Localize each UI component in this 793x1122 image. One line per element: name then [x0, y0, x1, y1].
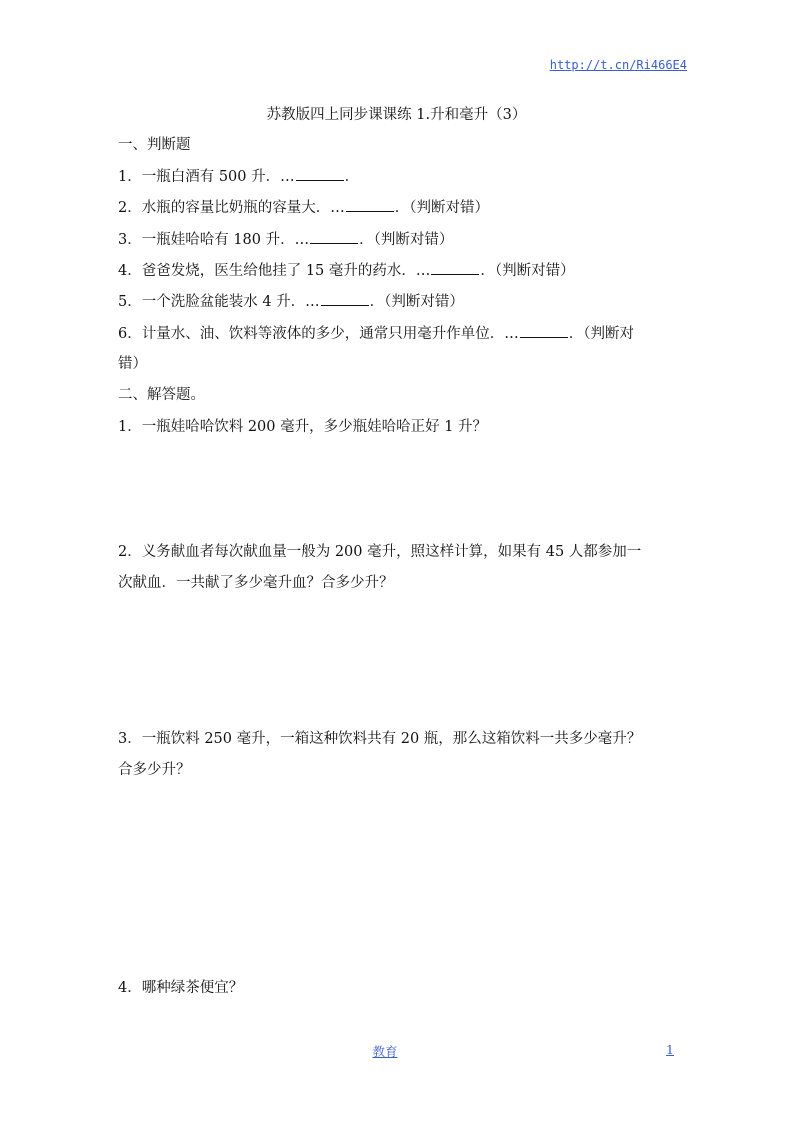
judge-item-text: 4．爸爸发烧，医生给他挂了 15 毫升的药水．…: [118, 263, 431, 279]
answer-blank[interactable]: [296, 166, 344, 181]
question-4: 4．哪种绿茶便宜？: [118, 980, 244, 996]
page-number[interactable]: 1: [666, 1042, 674, 1057]
question-2-line-1: 2．义务献血者每次献血量一般为 200 毫升，照这样计算，如果有 45 人都参加一: [118, 544, 642, 560]
judge-item-suffix: ．（判断对错）: [394, 200, 489, 216]
answer-blank[interactable]: [321, 291, 369, 306]
footer-link[interactable]: 教育: [372, 1044, 398, 1059]
answer-blank[interactable]: [310, 229, 358, 244]
judge-item-suffix: ．（判断对错）: [369, 294, 464, 310]
answer-blank[interactable]: [431, 260, 479, 275]
judge-item-6: [118, 322, 634, 343]
judge-item-text: 2．水瓶的容量比奶瓶的容量大．…: [118, 200, 345, 216]
question-3-line-1: 3．一瓶饮料 250 毫升，一箱这种饮料共有 20 瓶，那么这箱饮料一共多少毫升？: [118, 731, 642, 747]
judge-item-suffix: ．（判断对错）: [359, 232, 454, 248]
judge-item-suffix: ．（判断对错）: [480, 263, 575, 279]
answer-blank[interactable]: [346, 197, 394, 212]
question-2-line-2: 次献血．一共献了多少毫升血？合多少升？: [118, 575, 394, 591]
judge-item-text: 1．一瓶白酒有 500 升．…: [118, 169, 295, 185]
judge-item-text: 3．一瓶娃哈哈有 180 升．…: [118, 232, 310, 248]
judge-item-5: [118, 290, 464, 311]
judge-item-1: [118, 165, 359, 186]
question-3-line-2: 合多少升？: [118, 762, 191, 778]
header-link[interactable]: http://t.cn/Ri466E4: [549, 58, 687, 72]
judge-item-6-continued: 错）: [118, 356, 147, 372]
section1-heading: 一、判断题: [118, 137, 191, 153]
judge-item-text: 5．一个洗脸盆能装水 4 升．…: [118, 294, 320, 310]
page-title: 苏教版四上同步课课练 1.升和毫升（3）: [266, 107, 527, 123]
judge-item-suffix: ．: [344, 169, 360, 185]
answer-blank[interactable]: [520, 323, 568, 338]
judge-item-text: 6．计量水、油、饮料等液体的多少，通常只用毫升作单位．…: [118, 326, 519, 342]
judge-item-2: [118, 196, 489, 217]
judge-item-3: [118, 228, 453, 249]
judge-item-suffix: ．（判断对: [568, 326, 634, 342]
question-1: 1．一瓶娃哈哈饮料 200 毫升，多少瓶娃哈哈正好 1 升？: [118, 419, 488, 435]
section2-heading: 二、解答题。: [118, 387, 205, 403]
judge-item-4: [118, 259, 575, 280]
